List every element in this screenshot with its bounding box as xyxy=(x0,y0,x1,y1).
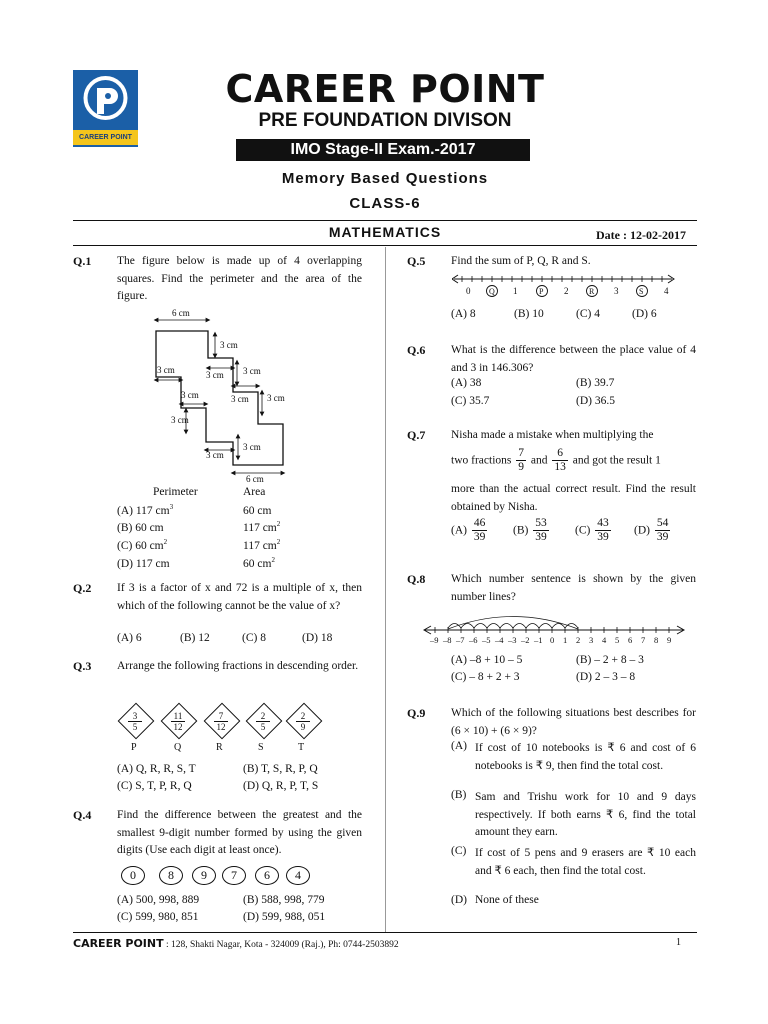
q1-option-a-area: 60 cm xyxy=(243,504,272,517)
q9-option-a[interactable]: If cost of 10 notebooks is ₹ 6 and cost of 6 notebooks is ₹ 9, then find the total cost. xyxy=(475,742,696,772)
q3-letter-p: P xyxy=(131,742,137,753)
q1-option-d[interactable]: (D) 117 cm xyxy=(117,557,170,570)
footer-address: CAREER POINT : 128, Shakti Nagar, Kota - 324009 (Raj.), Ph: 0744-2503892 xyxy=(73,937,399,950)
q5-option-b[interactable]: (B) 10 xyxy=(514,308,544,320)
q1-fig-label: 3 cm xyxy=(171,415,189,425)
q2-text: If 3 is a factor of x and 72 is a multiple of x, then which of the following cannot be the value of x? xyxy=(117,582,362,612)
q4-digit: 4 xyxy=(286,866,310,885)
q1-squares-figure xyxy=(140,306,300,484)
q6-option-c[interactable]: (C) 35.7 xyxy=(451,395,490,407)
q2-number: Q.2 xyxy=(73,581,92,595)
q9-option-d[interactable]: None of these xyxy=(475,894,539,906)
page-number: 1 xyxy=(676,937,681,948)
q8-option-d[interactable]: (D) 2 – 3 – 8 xyxy=(576,671,636,683)
q8-tick: 1 xyxy=(563,635,568,645)
q7-fraction-2: $\frac{6}{13}$ xyxy=(554,447,566,473)
q3-option-a[interactable]: (A) Q, R, R, S, T xyxy=(117,763,196,775)
q8-option-b[interactable]: (B) – 2 + 8 – 3 xyxy=(576,654,644,666)
q1-fig-label: 3 cm xyxy=(243,366,261,376)
q3-fraction-t: 2 9 xyxy=(288,711,318,732)
q3-number: Q.3 xyxy=(73,659,92,673)
q3-letter-r: R xyxy=(216,742,223,753)
q9-option-d-label[interactable]: (D) xyxy=(451,894,467,906)
q4-text: Find the difference between the greatest and the smallest 9-digit number formed by using the given digits (Use each digit at least once). xyxy=(117,809,362,856)
q9-option-c-label[interactable]: (C) xyxy=(451,845,467,857)
q3-option-d[interactable]: (D) Q, R, P, T, S xyxy=(243,780,319,792)
q3-fraction-q: 11 12 xyxy=(163,711,193,732)
q2-option-b[interactable]: (B) 12 xyxy=(180,632,210,644)
q4-digit: 9 xyxy=(192,866,216,885)
q8-tick: –7 xyxy=(456,635,465,645)
exam-banner: IMO Stage-II Exam.-2017 xyxy=(236,139,530,161)
q3-option-c[interactable]: (C) S, T, P, R, Q xyxy=(117,780,192,792)
footer-divider xyxy=(73,932,697,933)
q3-option-b[interactable]: (B) T, S, R, P, Q xyxy=(243,763,318,775)
q8-tick: –8 xyxy=(443,635,452,645)
q6-option-d[interactable]: (D) 36.5 xyxy=(576,395,615,407)
q7-text-line2: two fractions $\frac{7}{9}$ and $\frac{6}{13}$ and got the result 1 xyxy=(451,447,661,473)
q7-option-a[interactable]: (A) $\frac{46}{39}$ xyxy=(451,517,486,543)
q5-option-a[interactable]: (A) 8 xyxy=(451,308,476,320)
q7-option-b[interactable]: (B) $\frac{53}{39}$ xyxy=(513,517,547,543)
q5-point-p: P xyxy=(539,287,544,296)
q1-fig-label: 3 cm xyxy=(243,442,261,452)
q1-option-c[interactable]: (C) 60 $cm^2$ xyxy=(117,538,168,552)
q4-option-c[interactable]: (C) 599, 980, 851 xyxy=(117,911,199,923)
q1-option-b[interactable]: (B) 60 cm xyxy=(117,521,164,534)
q3-fraction-p: 3 5 xyxy=(120,711,150,732)
q1-option-a[interactable]: (A) 117 $cm^3$ xyxy=(117,503,174,517)
q2-option-c[interactable]: (C) 8 xyxy=(242,632,266,644)
brand-title: CAREER POINT xyxy=(225,67,545,111)
subject-heading: MATHEMATICS xyxy=(328,224,442,240)
q5-point-q: Q xyxy=(489,287,495,296)
q4-digit: 0 xyxy=(121,866,145,885)
q8-tick: –2 xyxy=(521,635,530,645)
q4-digit: 6 xyxy=(255,866,279,885)
q8-tick: 9 xyxy=(667,635,672,645)
q8-option-c[interactable]: (C) – 8 + 2 + 3 xyxy=(451,671,520,683)
header-divider xyxy=(73,220,697,221)
q4-digit: 7 xyxy=(222,866,246,885)
q1-fig-label: 6 cm xyxy=(246,474,264,484)
q8-tick: 8 xyxy=(654,635,659,645)
q3-fraction-r: 7 12 xyxy=(206,711,236,732)
q1-number: Q.1 xyxy=(73,254,92,268)
q9-option-a-label[interactable]: (A) xyxy=(451,740,467,752)
memory-heading: Memory Based Questions xyxy=(281,170,489,187)
q9-text: Which of the following situations best describes for (6 × 10) + (6 × 9)? xyxy=(451,707,696,737)
q3-letter-q: Q xyxy=(174,742,182,753)
q8-tick: 0 xyxy=(550,635,555,645)
q8-tick: 6 xyxy=(628,635,633,645)
logo-caption: CAREER POINT xyxy=(73,130,138,145)
q6-text: What is the difference between the place value of 4 and 3 in 146.306? xyxy=(451,344,696,374)
q8-number-line xyxy=(423,610,687,648)
q5-tick: 1 xyxy=(513,286,518,296)
career-point-logo xyxy=(73,70,138,147)
q4-number: Q.4 xyxy=(73,808,92,822)
q5-point-s: S xyxy=(639,287,644,296)
q8-tick: 2 xyxy=(576,635,581,645)
q8-tick: 5 xyxy=(615,635,620,645)
q2-option-a[interactable]: (A) 6 xyxy=(117,632,142,644)
q5-number: Q.5 xyxy=(407,254,426,268)
q8-text: Which number sentence is shown by the given number lines? xyxy=(451,573,696,603)
q7-option-d[interactable]: (D) $\frac{54}{39}$ xyxy=(634,517,669,543)
q9-option-b-label[interactable]: (B) xyxy=(451,789,467,801)
q1-fig-label: 6 cm xyxy=(172,308,190,318)
q1-option-d-area: 60 $cm^2$ xyxy=(243,556,275,570)
q7-text-line1: Nisha made a mistake when multiplying the xyxy=(451,429,654,441)
q8-tick: –1 xyxy=(534,635,543,645)
q1-area-heading: Area xyxy=(243,486,266,498)
q6-number: Q.6 xyxy=(407,343,426,357)
q8-tick: 3 xyxy=(589,635,594,645)
q5-point-r: R xyxy=(589,287,595,296)
q5-option-c[interactable]: (C) 4 xyxy=(576,308,600,320)
q6-option-b[interactable]: (B) 39.7 xyxy=(576,377,615,389)
q8-number: Q.8 xyxy=(407,572,426,586)
q1-fig-label: 3 cm xyxy=(220,340,238,350)
q1-fig-label: 3 cm xyxy=(181,390,199,400)
q5-number-line xyxy=(452,272,677,302)
q3-text: Arrange the following fractions in descending order. xyxy=(117,660,359,672)
q5-tick: 4 xyxy=(664,286,669,296)
q8-tick: 4 xyxy=(602,635,607,645)
q4-option-d[interactable]: (D) 599, 988, 051 xyxy=(243,911,326,923)
q5-tick: 3 xyxy=(614,286,619,296)
q8-tick: –6 xyxy=(469,635,478,645)
q5-option-d[interactable]: (D) 6 xyxy=(632,308,657,320)
q1-text: The figure below is made up of 4 overlapping squares. Find the perimeter and the area of the figure. xyxy=(117,255,362,302)
q7-number: Q.7 xyxy=(407,428,426,442)
subject-divider xyxy=(73,245,697,246)
footer-brand: CAREER POINT xyxy=(73,937,164,950)
q8-tick: –3 xyxy=(508,635,517,645)
q1-perimeter-heading: Perimeter xyxy=(153,486,198,498)
q6-option-a[interactable]: (A) 38 xyxy=(451,377,482,389)
column-divider xyxy=(385,247,386,932)
q9-number: Q.9 xyxy=(407,706,426,720)
q5-tick: 0 xyxy=(466,286,471,296)
q5-text: Find the sum of P, Q, R and S. xyxy=(451,255,591,267)
q8-tick: –9 xyxy=(430,635,439,645)
class-heading: CLASS-6 xyxy=(349,195,421,212)
q1-fig-label: 3 cm xyxy=(206,370,224,380)
q1-option-b-area: 117 $cm^2$ xyxy=(243,520,281,534)
q7-option-c[interactable]: (C) $\frac{43}{39}$ xyxy=(575,517,609,543)
q4-option-a[interactable]: (A) 500, 998, 889 xyxy=(117,894,200,906)
q4-digit: 8 xyxy=(159,866,183,885)
q3-letter-t: T xyxy=(298,742,305,753)
q4-option-b[interactable]: (B) 588, 998, 779 xyxy=(243,894,325,906)
q1-fig-label: 3 cm xyxy=(206,450,224,460)
division-title: PRE FOUNDATION DIVISON xyxy=(258,110,512,131)
q8-tick: 7 xyxy=(641,635,646,645)
q1-fig-label: 3 cm xyxy=(267,393,285,403)
q7-fraction-1: $\frac{7}{9}$ xyxy=(518,447,524,473)
q1-fig-label: 3 cm xyxy=(231,394,249,404)
q5-tick: 2 xyxy=(564,286,569,296)
q3-letter-s: S xyxy=(258,742,264,753)
q7-text-line3: more than the actual correct result. Find the result obtained by Nisha. xyxy=(451,483,696,513)
q2-option-d[interactable]: (D) 18 xyxy=(302,632,333,644)
q9-option-b[interactable]: Sam and Trishu work for 10 and 9 days respectively. If both earns ₹ 6, find the total amount they earn. xyxy=(475,791,696,838)
logo-emblem-icon xyxy=(81,74,130,126)
q1-option-c-area: 117 $cm^2$ xyxy=(243,538,281,552)
q9-option-c[interactable]: If cost of 5 pens and 9 erasers are ₹ 10 each and ₹ 6 each, then find the total cost. xyxy=(475,847,696,877)
q8-tick: –4 xyxy=(495,635,504,645)
q3-fraction-s: 2 5 xyxy=(248,711,278,732)
q1-fig-label: 3 cm xyxy=(157,365,175,375)
q8-option-a[interactable]: (A) –8 + 10 – 5 xyxy=(451,654,523,666)
exam-date: Date : 12-02-2017 xyxy=(596,228,686,242)
q8-tick: –5 xyxy=(482,635,491,645)
